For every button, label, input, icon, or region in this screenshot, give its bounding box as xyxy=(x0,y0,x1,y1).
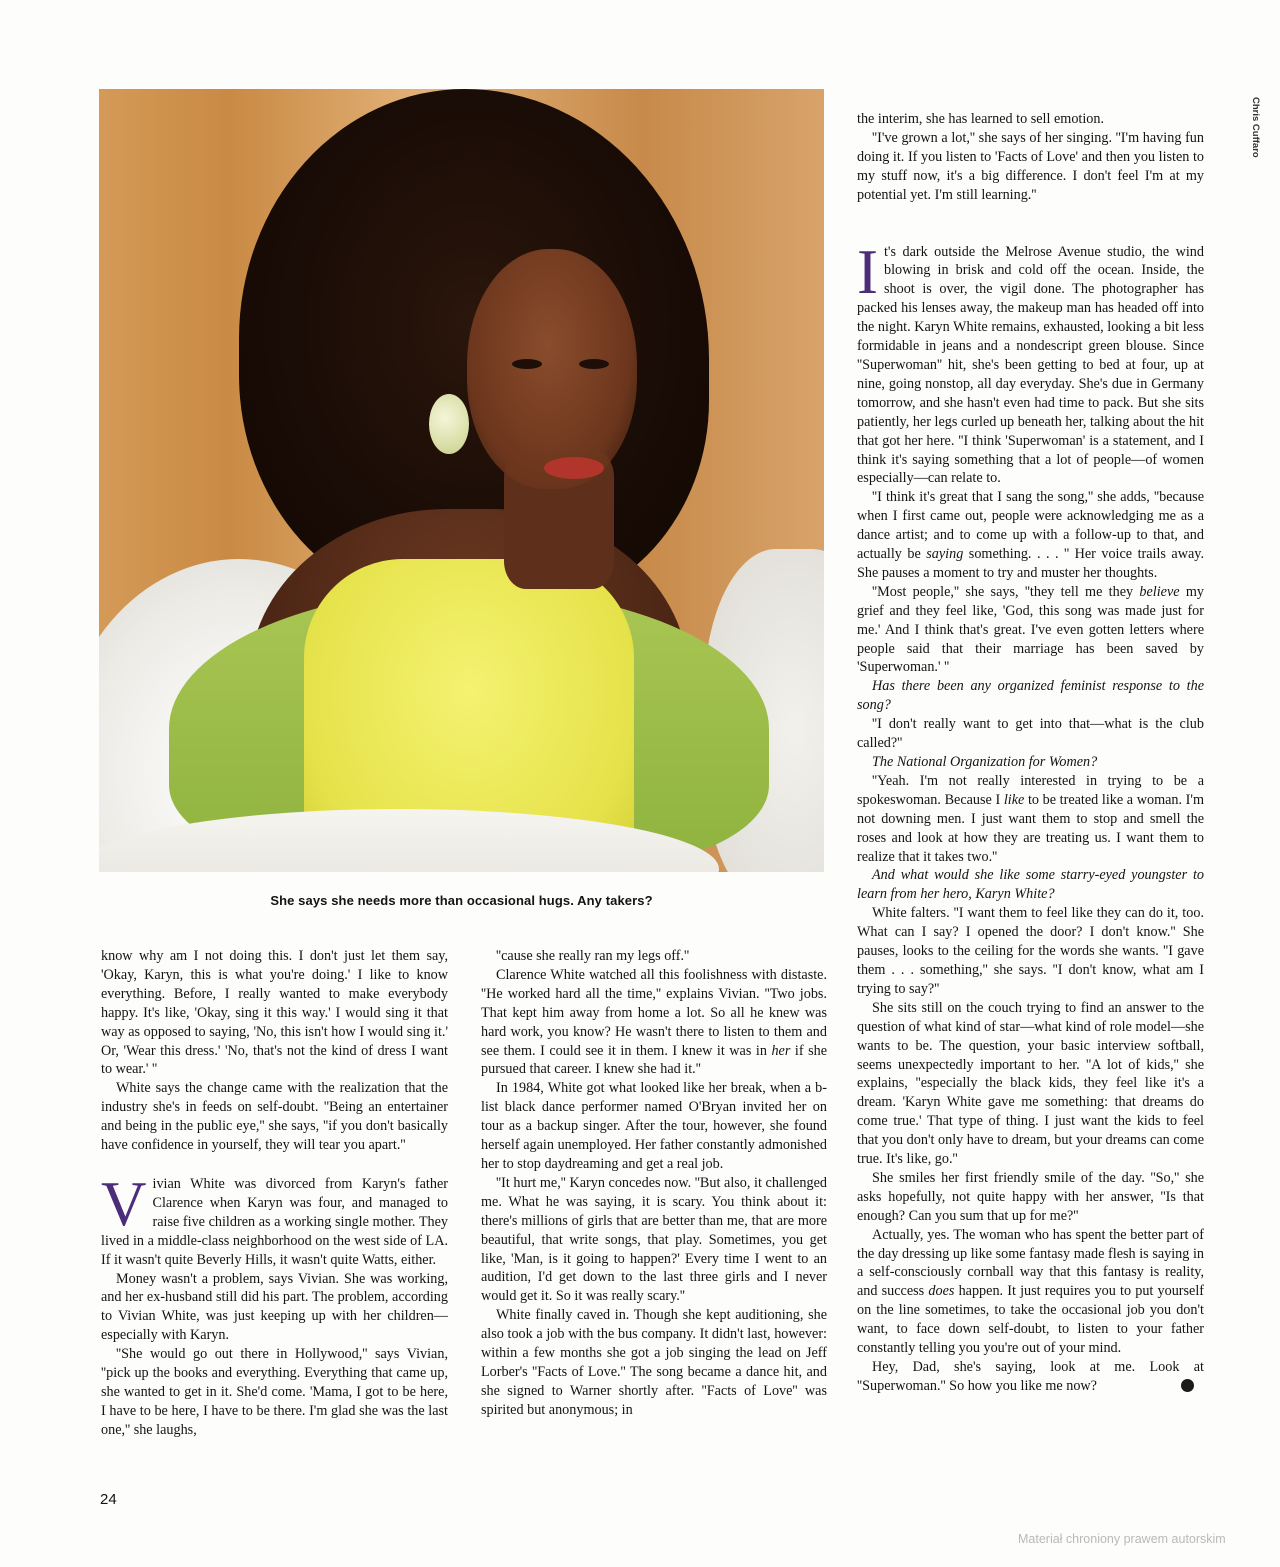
drop-cap: V xyxy=(101,1168,147,1239)
right-eye xyxy=(579,359,609,369)
photo-credit: Chris Cuffaro xyxy=(1250,97,1261,158)
article-column-3 xyxy=(857,110,1204,1396)
end-mark-icon xyxy=(1181,1379,1194,1392)
paragraph: ''She would go out there in Hollywood,'' says Vivian, ''pick up the books and everything. Everything that came up, she wanted to get in it. She'd come. 'Mama, I got to be here, I have to be here, I have to be there. I'm glad she was the last one,'' she laughs, xyxy=(101,1346,448,1438)
lips xyxy=(544,457,604,479)
paragraph: know why am I not doing this. I don't just let them say, 'Okay, Karyn, this is what you're doing.' I like to know everything. Before, I really wanted to make everybody happy. It's like, 'Okay, sing it this way.' I would sing it that way as opposed to saying, 'No, this isn't how I would sing it.' Or, 'Wear this dress.' 'No, that's not the kind of dress I want to wear.' '' xyxy=(101,948,448,1078)
paragraph: Money wasn't a problem, says Vivian. She was working, and her ex-husband still did his part. The problem, according to Vivian White, was just keeping up with her children—especially with Karyn. xyxy=(101,1270,448,1344)
paragraph: Clarence White watched all this foolishness with distaste. ''He worked hard all the time,'' explains Vivian. ''Two jobs. That kept him away from home a lot. So all he knew was hard work, you know? He wasn't there to listen to them and see them. I could see it in them. I knew it was in her if she pursued that career. I knew she had it.'' xyxy=(481,966,828,1078)
paragraph: ''I think it's great that I sang the song,'' she adds, ''because when I first came out, people were acknowledging me as a dance artist; and to come up with a follow-up to that, and actually be saying something. . . . '' Her voice trails away. She pauses a moment to try and muster her thoughts. xyxy=(857,489,1204,581)
page-number: 24 xyxy=(100,1491,117,1508)
paragraph: White falters. ''I want them to feel like they can do it, too. What can I say? I opened the door? I don't know.'' She pauses, looks to the ceiling for the words she wants. ''I gave them . . . something,'' she says. ''I don't know, what am I trying to say?'' xyxy=(857,905,1204,997)
paragraph: ''It hurt me,'' Karyn concedes now. ''But also, it challenged me. What he was saying, it is scary. You think about it: there's millions of girls that are better than me, that are more beautiful, that write songs, that play. Sometimes, you get like, 'Man, is it going to happen?' Every time I went to an audition, I'd get down to the last three girls and I never would get it. So it was really scary.'' xyxy=(481,1174,827,1305)
photo-caption: She says she needs more than occasional hugs. Any takers? xyxy=(270,893,653,908)
paragraph: Vivian White was divorced from Karyn's father Clarence when Karyn was four, and managed to raise five children as a working single mother. They lived in a middle-class neighborhood on the west side of LA. If it wasn't quite Beverly Hills, it wasn't quite Watts, either. xyxy=(101,1168,448,1268)
face xyxy=(467,249,637,489)
paragraph: ''I don't really want to get into that—what is the club called?'' xyxy=(857,716,1204,752)
paragraph: In 1984, White got what looked like her break, when a b-list black dance performer named O'Bryan invited her on tour as a backup singer. After the tour, however, she found herself again unemployed. Her father constantly admonished her to stop daydreaming and get a real job. xyxy=(481,1080,827,1172)
earring xyxy=(429,394,469,454)
question: Has there been any organized feminist response to the song? xyxy=(857,678,1204,714)
portrait-photo xyxy=(99,89,824,872)
paragraph: White finally caved in. Though she kept auditioning, she also took a job with the bus company. It didn't last, however: within a few months she got a job singing the lead on Jeff Lorber's ''Facts of Love.'' The song became a dance hit, and she signed to Warner shortly after. ''Facts of Love'' was spirited but anonymous; in xyxy=(481,1307,827,1418)
paragraph: Actually, yes. The woman who has spent the better part of the day dressing up like some fantasy made flesh is saying in a self-consciously cornball way that this fantasy is reality, and success does happen. It just requires you to put yourself on the line sometimes, to take the occasional job you don't want, to face down self-doubt, to listen to your father constantly telling you you're out of your mind. xyxy=(857,1226,1205,1357)
question: And what would she like some starry-eyed youngster to learn from her hero, Karyn White? xyxy=(857,867,1204,903)
paragraph: White says the change came with the realization that the industry she's in feeds on self-doubt. ''Being an entertainer and being in the public eye,'' she says, ''if you don't basically have confidence in yourself, they will tear you apart.'' xyxy=(101,1080,448,1154)
article-column-1 xyxy=(101,947,448,1440)
paragraph: She smiles her first friendly smile of the day. ''So,'' she asks hopefully, not quite happy with her answer, ''Is that enough? Can you sum that up for me?'' xyxy=(857,1169,1204,1224)
paragraph: ''I've grown a lot,'' she says of her singing. ''I'm having fun doing it. If you listen to 'Facts of Love' and then you listen to my stuff now, it's a big difference. I don't feel I'm at my potential yet. I'm still learning.'' xyxy=(857,129,1204,203)
paragraph: ''Most people,'' she says, ''they tell me they believe my grief and they feel like, 'God, this song was made just for me.' And I think that's great. I've even gotten letters where people said that their marriage has been saved by 'Superwoman.' '' xyxy=(857,583,1205,676)
paragraph: ''Yeah. I'm not really interested in trying to be a spokeswoman. Because I like to be treated like a woman. I'm not downing men. I just want them to stop and smell the roses and look at how they are treating us. I want them to realize that it takes two.'' xyxy=(857,772,1204,865)
paragraph: ''cause she really ran my legs off.'' xyxy=(496,948,690,964)
paragraph: Hey, Dad, she's saying, look at me. Look at ''Superwoman.'' So how you like me now? xyxy=(857,1359,1204,1394)
left-eye xyxy=(512,359,542,369)
article-column-2 xyxy=(481,947,827,1420)
copyright-watermark: Materiał chroniony prawem autorskim xyxy=(1018,1532,1226,1546)
drop-cap: I xyxy=(857,236,878,307)
paragraph: the interim, she has learned to sell emotion. xyxy=(857,111,1105,127)
paragraph: She sits still on the couch trying to find an answer to the question of what kind of star—what kind of role model—she wants to be. The question, your basic interview softball, seems unexpectedly important to her. ''A lot of kids,'' she explains, ''especially the black kids, they feel like it's a dream. 'Karyn White gave me something: that dreams do come true.' That type of thing. I just want the kids to feel that you don't only have to dream, but your dreams can come true. It's like, go.'' xyxy=(857,999,1204,1168)
paragraph: It's dark outside the Melrose Avenue studio, the wind blowing in brisk and cold off the ocean. Inside, the shoot is over, the vigil done. The photographer has packed his lenses away, the makeup man has headed off into the night. Karyn White remains, exhausted, looking a bit less formidable in jeans and a nondescript green blouse. Since ''Superwoman'' hit, she's been getting to bed at four, up at nine, going nonstop, all day everyday. She's due in Germany tomorrow, and she hasn't even had time to pack. But she sits patiently, her legs curled up beneath her, talking about the hit that got her here. ''I think 'Superwoman' is a statement, and I think it's saying something that a lot of people—of women especially—can relate to. xyxy=(857,236,1204,487)
question: The National Organization for Women? xyxy=(872,754,1098,770)
